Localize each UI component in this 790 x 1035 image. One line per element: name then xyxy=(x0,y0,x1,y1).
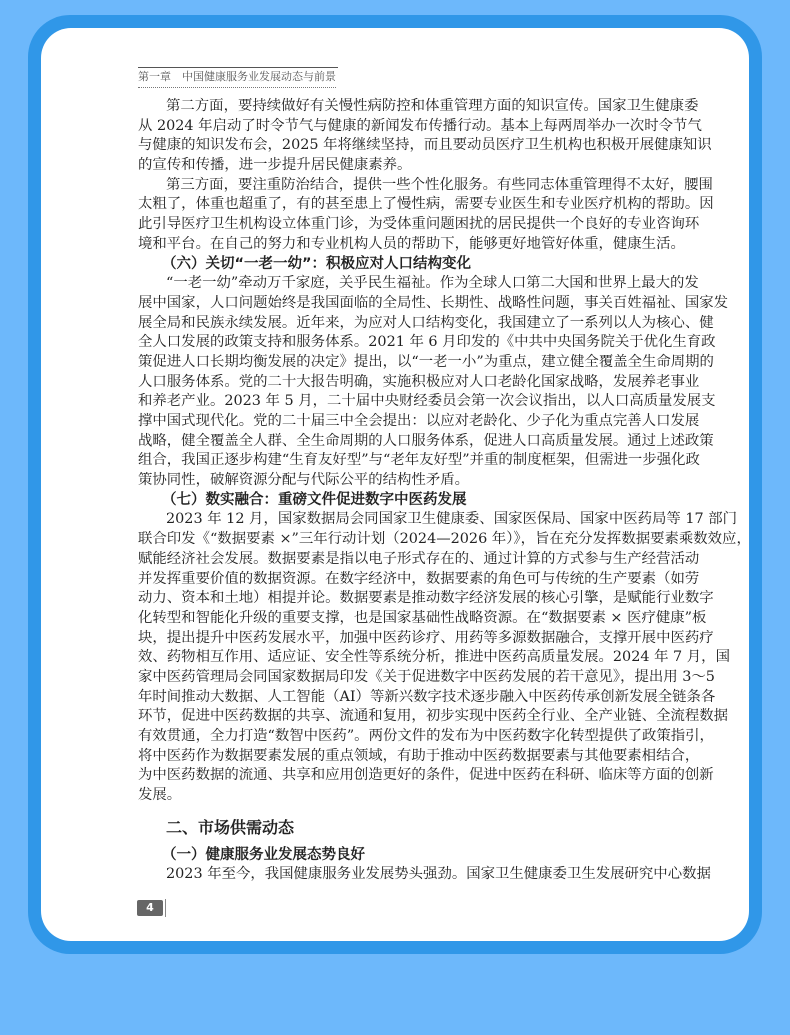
section-heading: 二、市场供需动态 xyxy=(166,817,295,837)
text-line: 发展。 xyxy=(138,787,182,804)
page-body xyxy=(138,97,751,885)
text-line: 家中医药管理局会同国家数据局印发《关于促进数字中医药发展的若干意见》，提出用 3～5 xyxy=(138,668,715,685)
page-number: 4 xyxy=(137,900,163,916)
text-line: 组合，我国正逐步构建“生育友好型”与“老年友好型”并重的制度框架，但需进一步强化政 xyxy=(138,452,700,469)
subsection-heading: （七）数实融合：重磅文件促进数字中医药发展 xyxy=(162,491,467,508)
text-line: 战略，健全覆盖全人群、全生命周期的人口服务体系，促进人口高质量发展。通过上述政策 xyxy=(138,432,714,449)
running-header: 第一章 中国健康服务业发展动态与前景 xyxy=(138,69,336,88)
text-line: 太粗了，体重也超重了，有的甚至患上了慢性病，需要专业医生和专业医疗机构的帮助。因 xyxy=(138,196,714,213)
subsection-heading: （六）关切“一老一幼”：积极应对人口结构变化 xyxy=(162,255,472,272)
subsection-heading: （一）健康服务业发展态势良好 xyxy=(162,846,365,863)
text-line: 将中医药作为数据要素发展的重点领域，有助于推动中医药数据要素与其他要素相结合， xyxy=(138,747,700,764)
text-line: 为中医药数据的流通、共享和应用创造更好的条件，促进中医药在科研、临床等方面的创新 xyxy=(138,767,714,784)
text-line: 块，提出提升中医药发展水平，加强中医药诊疗、用药等多源数据融合，支撑开展中医药疗 xyxy=(138,629,714,646)
text-line: 环节，促进中医药数据的共享、流通和复用，初步实现中医药全行业、全产业链、全流程数据 xyxy=(138,708,729,725)
text-line: 有效贯通，全力打造“数智中医药”。两份文件的发布为中医药数字化转型提供了政策指引， xyxy=(138,728,714,744)
text-line: 联合印发《“数据要素 ×”三年行动计划（2024—2026 年）》，旨在充分发挥数据要素乘数效应， xyxy=(138,531,751,548)
text-line: 与健康的知识发布会，2025 年将继续坚持，而且要动员医疗卫生机构也积极开展健康知识 xyxy=(138,137,712,154)
text-line: 化转型和智能化升级的重要支撑，也是国家基础性战略资源。在“数据要素 × 医疗健康”板 xyxy=(138,609,707,626)
paragraph xyxy=(138,274,729,491)
text-line: 第三方面，要注重防治结合，提供一些个性化服务。有些同志体重管理得不太好，腰围 xyxy=(166,176,713,193)
text-line: 并发挥重要价值的数据资源。在数字经济中，数据要素的角色可与传统的生产要素（如劳 xyxy=(138,570,700,587)
text-line: 策协同性，破解资源分配与代际公平的结构性矛盾。 xyxy=(138,472,469,489)
text-line: 全人口发展的政策支持和服务体系。2021 年 6 月印发的《中共中央国务院关于优化生育政 xyxy=(138,334,716,351)
header-rule xyxy=(138,67,338,68)
text-line: 的宣传和传播，进一步提升居民健康素养。 xyxy=(138,157,412,174)
text-line: 赋能经济社会发展。数据要素是指以电子形式存在的、通过计算的方式参与生产经营活动 xyxy=(138,550,700,567)
text-line: 展全局和民族永续发展。近年来，为应对人口结构变化，我国建立了一系列以人为核心、健 xyxy=(138,314,714,331)
text-line: 此引导医疗卫生机构设立体重门诊，为受体重问题困扰的居民提供一个良好的专业咨询环 xyxy=(138,216,700,233)
paragraph xyxy=(138,97,712,176)
text-line: 撑中国式现代化。党的二十届三中全会提出：以应对老龄化、少子化为重点完善人口发展 xyxy=(138,413,700,429)
text-line: 效、药物相互作用、适应证、安全性等系统分析，推进中医药高质量发展。2024 年 7 月，国 xyxy=(138,649,730,666)
text-line: “一老一幼”牵动万千家庭，关乎民生福祉。作为全球人口第二大国和世界上最大的发 xyxy=(166,275,699,292)
text-line: 境和平台。在自己的努力和专业机构人员的帮助下，能够更好地管好体重，健康生活。 xyxy=(138,235,685,252)
paragraph xyxy=(138,865,711,885)
text-line: 第二方面，要持续做好有关慢性病防控和体重管理方面的知识宣传。国家卫生健康委 xyxy=(166,98,699,114)
page-number-divider xyxy=(165,899,166,917)
text-line: 人口服务体系。党的二十大报告明确，实施积极应对人口老龄化国家战略，发展养老事业 xyxy=(138,373,700,390)
text-line: 年时间推动大数据、人工智能（AI）等新兴数字技术逐步融入中医药传承创新发展全链条各 xyxy=(138,688,716,705)
text-line: 2023 年 12 月，国家数据局会同国家卫生健康委、国家医保局、国家中医药局等 17 部门 xyxy=(166,511,738,528)
text-line: 展中国家，人口问题始终是我国面临的全局性、长期性、战略性问题，事关百姓福祉、国家发 xyxy=(138,294,729,311)
text-line: 和养老产业。2023 年 5 月，二十届中央财经委员会第一次会议指出，以人口高质量发展支 xyxy=(138,393,716,410)
text-line: 策促进人口长期均衡发展的决定》提出，以“一老一小”为重点，建立健全覆盖全生命周期的 xyxy=(138,353,714,370)
text-line: 从 2024 年启动了时令节气与健康的新闻发布传播行动。基本上每两周举办一次时令节气 xyxy=(138,117,702,134)
text-line: 动力、资本和土地）相提并论。数据要素是推动数字经济发展的核心引擎，是赋能行业数字 xyxy=(138,590,714,607)
paragraph xyxy=(138,510,751,805)
paragraph xyxy=(138,176,714,255)
text-line: 2023 年至今，我国健康服务业发展势头强劲。国家卫生健康委卫生发展研究中心数据 xyxy=(166,866,711,883)
